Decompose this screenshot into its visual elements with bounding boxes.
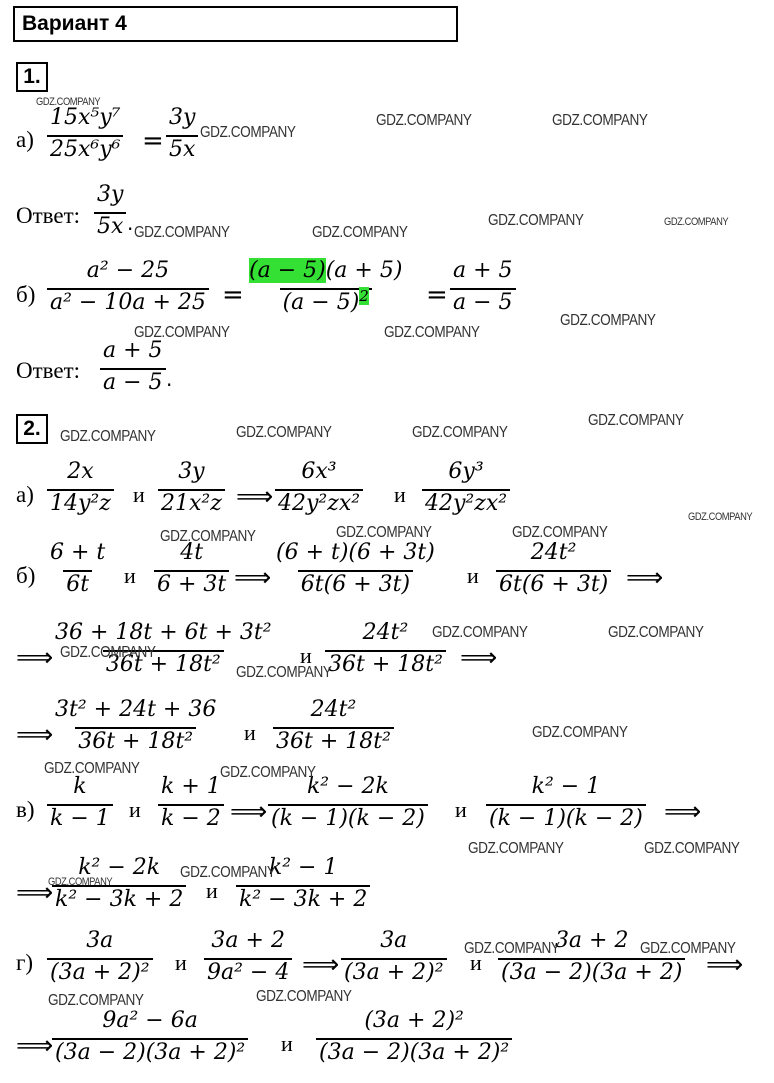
- watermark: GDZ.COMPANY: [312, 224, 408, 241]
- conjunction: и: [281, 1031, 293, 1056]
- task-number-1: 1.: [16, 62, 48, 92]
- equals-sign: =: [426, 280, 448, 310]
- fraction-2v-5: $\frac{\text{k² − 2k}}{\text{k² − 3k + 2}}$: [52, 855, 186, 913]
- fraction-2b-7: $\frac{\text{3t² + 24t + 36}}{\text{36t + 18t²}}$: [55, 697, 217, 754]
- fraction-2g-5: $\frac{\text{9a² − 6a}}{\text{(3a − 2)(3a + 2)²}}$: [52, 1008, 248, 1066]
- implies-arrow: ⟹: [626, 563, 664, 593]
- implies-arrow: ⟹: [236, 482, 274, 512]
- fraction-2g-4: $\frac{3a + 2}{(3a - 2)(3a + 2)}$: [498, 928, 685, 986]
- conjunction: и: [206, 878, 218, 903]
- conjunction: и: [124, 563, 136, 588]
- conjunction: и: [133, 482, 145, 507]
- conjunction: и: [300, 643, 312, 668]
- watermark: GDZ.COMPANY: [236, 664, 332, 681]
- fraction-1b-mid: $\frac{(a - 5)(a + 5)}{(a - 5)^2}$: [249, 258, 403, 315]
- watermark: GDZ.COMPANY: [552, 112, 648, 129]
- implies-arrow: ⟹: [16, 643, 54, 673]
- fraction-2a-2: $\frac{3y}{\text{21x²z}}$: [158, 459, 225, 517]
- watermark: GDZ.COMPANY: [134, 224, 230, 241]
- fraction-2b-2: $\frac{4t}{6 + 3t}$: [154, 540, 229, 598]
- fraction-2g-6: $\frac{\text{(3a + 2)²}}{\text{(3a − 2)(3a + 2)²}}$: [316, 1008, 512, 1066]
- answer-label: Ответ:: [16, 358, 81, 383]
- watermark: GDZ.COMPANY: [384, 324, 480, 341]
- fraction-2v-2: $\frac{k + 1}{k - 2}$: [158, 774, 224, 832]
- watermark: GDZ.COMPANY: [48, 992, 144, 1009]
- fraction-2g-3: $\frac{3a}{\text{(3a + 2)²}}$: [341, 928, 447, 986]
- equals-sign: =: [142, 126, 164, 156]
- watermark: GDZ.COMPANY: [44, 760, 140, 777]
- implies-arrow: ⟹: [664, 797, 702, 827]
- watermark: GDZ.COMPANY: [220, 764, 316, 781]
- watermark: GDZ.COMPANY: [644, 840, 740, 857]
- watermark: GDZ.COMPANY: [134, 324, 230, 341]
- watermark: GDZ.COMPANY: [160, 528, 256, 545]
- conjunction: и: [455, 797, 467, 822]
- watermark: GDZ.COMPANY: [588, 412, 684, 429]
- implies-arrow: ⟹: [16, 878, 54, 908]
- conjunction: и: [129, 797, 141, 822]
- fraction-1b-answer: $\frac{a + 5}{a - 5}$: [100, 338, 166, 396]
- watermark: GDZ.COMPANY: [608, 624, 704, 641]
- watermark: GDZ.COMPANY: [688, 511, 753, 523]
- fraction-2g-2: $\frac{3a + 2}{\text{9a² − 4}}$: [204, 928, 292, 986]
- fraction-2b-1: $\frac{6 + t}{6t}$: [50, 540, 106, 597]
- watermark: GDZ.COMPANY: [664, 216, 729, 228]
- fraction-2a-1: $\frac{2x}{\text{14y²z}}$: [47, 459, 114, 517]
- highlight-factor: (a − 5): [249, 258, 326, 283]
- item-label-a: а): [16, 127, 34, 152]
- conjunction: и: [467, 563, 479, 588]
- watermark: GDZ.COMPANY: [60, 644, 156, 661]
- fraction-2v-1: $\frac{k}{k - 1}$: [47, 774, 113, 832]
- watermark: GDZ.COMPANY: [560, 312, 656, 329]
- answer-label: Ответ:: [16, 203, 81, 228]
- conjunction: и: [244, 720, 256, 745]
- fraction-1a-rhs: $\frac{3y}{5x}$: [166, 105, 198, 163]
- fraction-2b-3: $\frac{(6 + t)(6 + 3t)}{6t(6 + 3t)}$: [276, 540, 435, 597]
- watermark: GDZ.COMPANY: [200, 124, 296, 141]
- fraction-2v-6: $\frac{\text{k² − 1}}{\text{k² − 3k + 2}}$: [236, 855, 370, 913]
- implies-arrow: ⟹: [302, 950, 340, 980]
- watermark: GDZ.COMPANY: [256, 988, 352, 1005]
- item-label-a: а): [16, 482, 34, 507]
- conjunction: и: [470, 950, 482, 975]
- watermark: GDZ.COMPANY: [488, 212, 584, 229]
- fraction-1a-answer: $\frac{3y}{5x}$: [94, 182, 126, 240]
- item-label-b: б): [16, 282, 36, 307]
- watermark: GDZ.COMPANY: [236, 424, 332, 441]
- implies-arrow: ⟹: [234, 563, 272, 593]
- watermark: GDZ.COMPANY: [432, 624, 528, 641]
- watermark: GDZ.COMPANY: [376, 112, 472, 129]
- fraction-2v-3: $\frac{\text{k² − 2k}}{(k - 1)(k - 2)}$: [268, 774, 428, 832]
- implies-arrow: ⟹: [16, 1031, 54, 1061]
- fraction-2b-5: $\frac{\text{36 + 18t + 6t + 3t²}}{\text{36t + 18t²}}$: [55, 620, 272, 677]
- watermark: GDZ.COMPANY: [48, 876, 113, 888]
- period: .: [166, 367, 173, 391]
- task-number-2: 2.: [16, 414, 48, 444]
- watermark: GDZ.COMPANY: [512, 524, 608, 541]
- fraction-1b-rhs: $\frac{a + 5}{a - 5}$: [450, 258, 516, 316]
- item-label-g: г): [16, 950, 34, 975]
- watermark: GDZ.COMPANY: [412, 424, 508, 441]
- fraction-2a-3: $\frac{\text{6x³}}{\text{42y²zx²}}$: [275, 459, 363, 517]
- fraction-2v-4: $\frac{\text{k² − 1}}{(k - 1)(k - 2)}$: [486, 774, 646, 832]
- implies-arrow: ⟹: [706, 950, 744, 980]
- conjunction: и: [175, 950, 187, 975]
- implies-arrow: ⟹: [230, 797, 268, 827]
- fraction-1a-lhs: $\frac{\text{15x⁵y⁷}}{\text{25x⁶y⁶}}$: [47, 105, 123, 163]
- watermark: GDZ.COMPANY: [180, 864, 276, 881]
- variant-title: Вариант 4: [13, 6, 458, 42]
- equals-sign: =: [222, 280, 244, 310]
- watermark: GDZ.COMPANY: [464, 940, 560, 957]
- fraction-1b-lhs: $\frac{\text{a² − 25}}{\text{a² − 10a + 25}}$: [47, 258, 209, 316]
- fraction-2b-4: $\frac{\text{24t²}}{6t(6 + 3t)}$: [496, 540, 611, 598]
- watermark: GDZ.COMPANY: [640, 940, 736, 957]
- item-label-v: в): [16, 797, 35, 822]
- watermark: GDZ.COMPANY: [336, 524, 432, 541]
- implies-arrow: ⟹: [460, 643, 498, 673]
- item-label-b: б): [16, 563, 36, 588]
- fraction-2b-8: $\frac{\text{24t²}}{\text{36t + 18t²}}$: [273, 697, 394, 755]
- watermark: GDZ.COMPANY: [60, 428, 156, 445]
- fraction-2b-6: $\frac{\text{24t²}}{\text{36t + 18t²}}$: [325, 620, 446, 678]
- watermark: GDZ.COMPANY: [36, 96, 101, 108]
- highlight-exponent: 2: [359, 286, 369, 305]
- watermark: GDZ.COMPANY: [468, 840, 564, 857]
- watermark: GDZ.COMPANY: [532, 724, 628, 741]
- fraction-2g-1: $\frac{3a}{\text{(3a + 2)²}}$: [47, 928, 153, 986]
- period: .: [127, 211, 134, 235]
- fraction-2a-4: $\frac{\text{6y³}}{\text{42y²zx²}}$: [422, 459, 510, 517]
- conjunction: и: [394, 482, 406, 507]
- implies-arrow: ⟹: [16, 720, 54, 750]
